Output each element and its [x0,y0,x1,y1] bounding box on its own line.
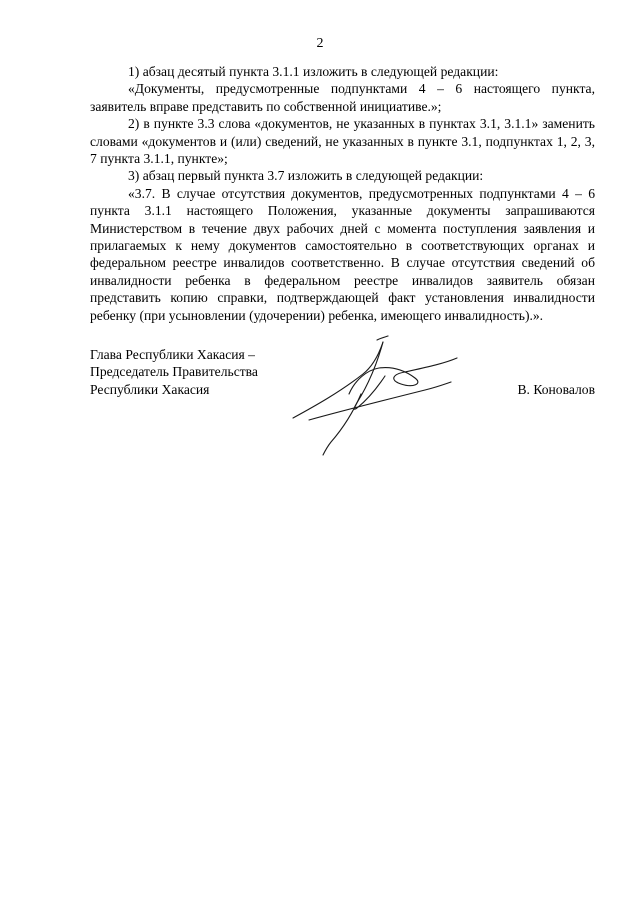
paragraph-amendment-3: 3) абзац первый пункта 3.7 изложить в следующей редакции: [128,168,484,184]
document-body [90,63,595,324]
paragraph-amendment-3-text: «3.7. В случае отсутствия документов, предусмотренных подпунктами 4 – 6 пункта 3.1.1 настоящего Положения, указанные документы запрашиваются Министерством в течение двух рабочих дней с момента поступления заявления и прилагаемых к нему документов самостоятельно в соответствующих органах и федеральном реестре инвалидов соответственно. В случае отсутствия сведений об инвалидности ребенка в федеральном реестре инвалидов заявитель обязан представить копию справки, подтверждающей факт установления инвалидности ребенку (при усыновлении (удочерении) ребенка, имеющего инвалидность).». [90,185,595,323]
signatory-position-line-2: Председатель Правительства [90,364,258,380]
paragraph-amendment-1-text: «Документы, предусмотренные подпунктами 4 – 6 настоящего пункта, заявитель вправе представить по собственной инициативе.»; [90,81,595,114]
paragraph-amendment-2: 2) в пункте 3.3 слова «документов, не указанных в пунктах 3.1, 3.1.1» заменить словами «документов и (или) сведений, не указанных в пункте 3.1, подпунктах 1, 2, 3, 7 пункта 3.1.1, пункте»; [90,116,595,167]
signatory-position-line-3: Республики Хакасия [90,381,210,397]
handwritten-signature [285,334,465,459]
page-number: 2 [316,36,324,51]
signatory-name: В. Коновалов [517,382,595,397]
signatory-position-line-1: Глава Республики Хакасия – [90,347,255,362]
paragraph-amendment-1: 1) абзац десятый пункта 3.1.1 изложить в следующей редакции: [128,64,499,79]
signatory-position [90,346,258,398]
